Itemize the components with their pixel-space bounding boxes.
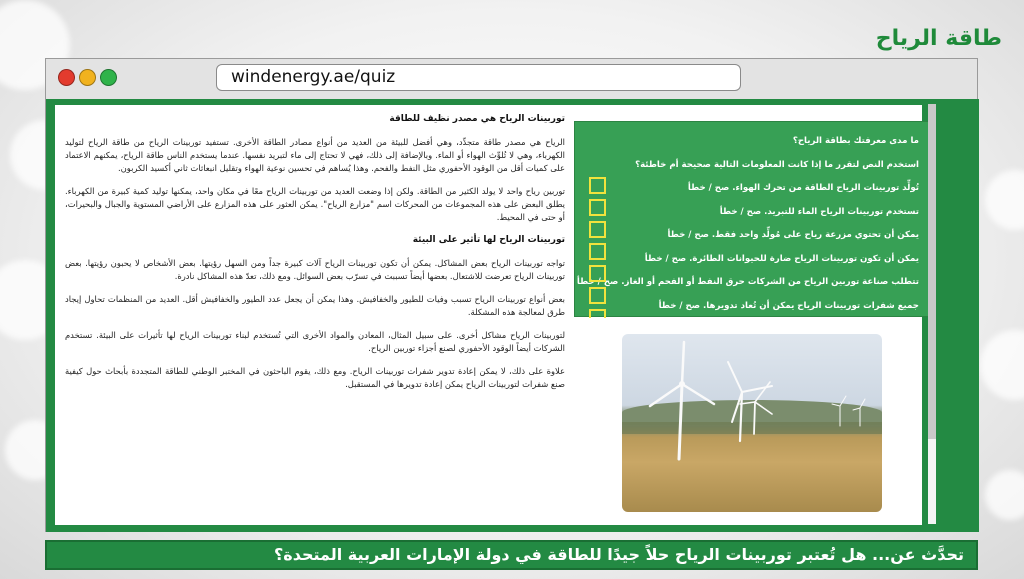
scrollbar-thumb[interactable] xyxy=(928,104,936,439)
article-paragraph: توربين رياح واحد لا يولد الكثير من الطاقة. ولكن إذا وضعت العديد من توربينات الرياح معًا في مكان واحد، يمكنها توليد كمية كبيرة من الكهرباء. يطلق البعض على هذه المجموعات من المحركات اسم "مزارع الرياح". يمكن العثور على هذه المزارع على الأراضي المستوية والجبال والبحيرات، أو حتى في المحيط. xyxy=(65,185,565,223)
browser-window xyxy=(45,58,978,532)
quiz-statement: تتطلب صناعة توربين الرياح من الشركات حرق النفط أو الفحم أو الغاز. صح / خطأ xyxy=(576,277,919,287)
answer-checkbox[interactable] xyxy=(589,287,606,304)
answer-checkbox[interactable] xyxy=(589,265,606,282)
article-paragraph: تواجه توربينات الرياح بعض المشاكل. يمكن أن تكون توربينات الرياح آلات كبيرة جداً ومن السهل رؤيتها. بعض الأشخاص لا يحبون رؤيتها. بعض توربينات الرياح تعرضت للاشتعال. بعضها أيضاً تسببت في تسرّب بعض السوائل. ومع ذلك، تعدّ هذه المشاكل نادرة. xyxy=(65,257,565,281)
quiz-instruction: استخدم النص لتقرر ما إذا كانت المعلومات التالية صحيحة أم خاطئة؟ xyxy=(635,159,919,170)
page-content xyxy=(46,99,979,532)
article-heading: توربينات الرياح لها تأثير على البيئة xyxy=(412,235,565,246)
article-heading: توربينات الرياح هي مصدر نظيف للطاقة xyxy=(389,114,565,124)
quiz-statement: جميع شفرات توربينات الرياح يمكن أن تُعاد تدويرها. صح / خطأ xyxy=(658,300,919,311)
discussion-banner: تحدَّث عن... هل تُعتبر توربينات الرياح حلاً جيدًا للطاقة في دولة الإمارات العربية المتحدة؟ xyxy=(45,540,978,570)
article-paragraph: بعض أنواع توربينات الرياح تسبب وفيات للطيور والخفافيش. وهذا يمكن أن يجعل عدد الطيور والخفافيش أقل. العديد من المنظمات تحاول إيجاد طرق لمعالجة هذه المشكلة. xyxy=(65,294,565,318)
answer-checkbox[interactable] xyxy=(589,177,606,194)
slide-title: طاقة الرياح xyxy=(875,26,1002,51)
wind-farm-photo xyxy=(622,334,882,512)
wind-turbines-icon xyxy=(622,334,882,512)
article xyxy=(65,113,565,513)
answer-checkbox[interactable] xyxy=(589,243,606,260)
bokeh-light xyxy=(985,170,1024,230)
minimize-button[interactable] xyxy=(79,69,96,86)
article-paragraph: علاوة على ذلك، لا يمكن إعادة تدوير شفرات توربينات الرياح. ومع ذلك، يقوم الباحثون في المختبر الوطني للطاقة المتجددة بأبحاث حول كيفية صنع شفرات لتوربينات الرياح يمكن إعادة تدويرها في المستقبل. xyxy=(65,366,565,390)
quiz-question: ما مدى معرفتك بطاقة الرياح؟ xyxy=(792,136,919,146)
quiz-statement: يمكن أن تحتوي مزرعة رياح على مُولِّد واحد فقط. صح / خطأ xyxy=(667,230,919,240)
address-bar[interactable]: windenergy.ae/quiz xyxy=(216,64,741,91)
maximize-button[interactable] xyxy=(100,69,117,86)
quiz-text xyxy=(576,130,919,318)
close-button[interactable] xyxy=(58,69,75,86)
quiz-statement: يمكن أن تكون توربينات الرياح ضارة للحيوانات الطائرة. صح / خطأ xyxy=(644,253,919,264)
bokeh-light xyxy=(980,330,1024,400)
quiz-panel xyxy=(574,121,930,317)
quiz-statement: تستخدم توربينات الرياح الماء للتبريد. صح / خطأ xyxy=(719,206,919,217)
quiz-statement: تُولِّد توربينات الرياح الطاقة من تحرك الهواء. صح / خطأ xyxy=(687,183,919,193)
answer-checkbox[interactable] xyxy=(589,221,606,238)
answer-checkbox[interactable] xyxy=(589,199,606,216)
page-body xyxy=(55,105,922,525)
bokeh-light xyxy=(985,470,1024,520)
answer-checkbox[interactable] xyxy=(589,309,606,318)
article-paragraph: الرياح هي مصدر طاقة متجدِّد، وهي أفضل للبيئة من العديد من أنواع مصادر الطاقة الأخرى. تستفيد توربينات الرياح من طاقة الرياح لتوليد الكهرباء، وهي لا تُلوِّث الهواء أو الماء. وبالإضافة إلى ذلك، فهي لا تحتاج إلى ماء لتبريد نفسها. عندما يستخدم الناس طاقة الرياح، يمكنهم الاعتماد على كميات أقل من الوقود الأحفوري مثل النفط والفحم. وهذا يُساهم في تحسين نوعية الهواء وتقليل انبعاثات ثاني أكسيد الكربون. xyxy=(65,136,565,173)
scrollbar[interactable] xyxy=(928,104,936,524)
article-paragraph: لتوربينات الرياح مشاكل أخرى. على سبيل المثال، المعادن والمواد الأخرى التي تُستخدم لبناء توربينات الرياح لها تأثيرات على البيئة. تستخدم الشركات أيضاً الوقود الأحفوري لصنع أجزاء توربين الرياح. xyxy=(65,330,565,354)
